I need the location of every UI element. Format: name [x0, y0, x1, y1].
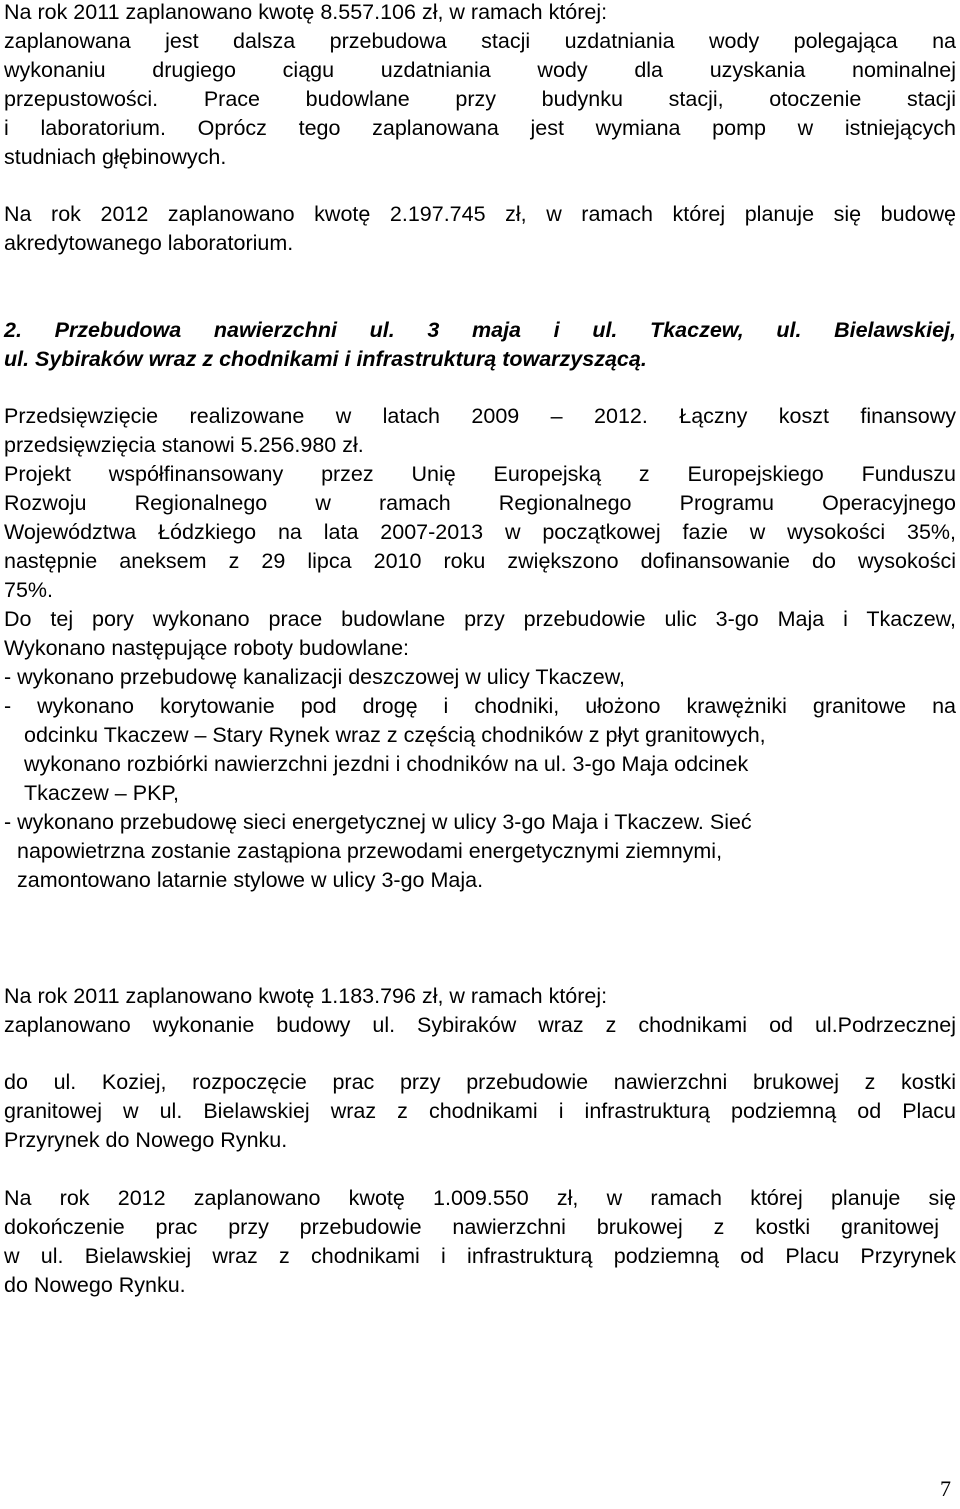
paragraph-line: Wykonano następujące roboty budowlane:: [4, 636, 409, 660]
paragraph-line: Rozwoju Regionalnego w ramach Regionalnego Programu Operacyjnego: [4, 491, 956, 515]
paragraph-line: Przyrynek do Nowego Rynku.: [4, 1128, 288, 1152]
paragraph-line: studniach głębinowych.: [4, 145, 227, 169]
paragraph-line: Do tej pory wykonano prace budowlane przy przebudowie ulic 3-go Maja i Tkaczew,: [4, 607, 956, 631]
list-item-continuation: Tkaczew – PKP,: [24, 781, 179, 805]
section-heading: 2. Przebudowa nawierzchni ul. 3 maja i ul. Tkaczew, ul. Bielawskiej,: [4, 318, 956, 342]
list-item: - wykonano przebudowę kanalizacji deszczowej w ulicy Tkaczew,: [4, 665, 626, 689]
paragraph-line: granitowej w ul. Bielawskiej wraz z chodnikami i infrastrukturą podziemną od Placu: [4, 1099, 956, 1123]
paragraph-line: zaplanowano wykonanie budowy ul. Sybiraków wraz z chodnikami od ul.Podrzecznej: [4, 1013, 956, 1037]
list-item-continuation: wykonano rozbiórki nawierzchni jezdni i chodników na ul. 3-go Maja odcinek: [24, 752, 749, 776]
list-item: - wykonano korytowanie pod drogę i chodniki, ułożono krawężniki granitowe na: [4, 694, 956, 718]
paragraph-line: Na rok 2012 zaplanowano kwotę 1.009.550 zł, w ramach której planuje się: [4, 1186, 956, 1210]
list-item-continuation: zamontowano latarnie stylowe w ulicy 3-go Maja.: [17, 868, 484, 892]
list-item-continuation: odcinku Tkaczew – Stary Rynek wraz z częścią chodników z płyt granitowych,: [24, 723, 766, 747]
paragraph-line: zaplanowana jest dalsza przebudowa stacji uzdatniania wody polegająca na: [4, 29, 956, 53]
paragraph-line: do Nowego Rynku.: [4, 1273, 186, 1297]
list-item: - wykonano przebudowę sieci energetycznej w ulicy 3-go Maja i Tkaczew. Sieć: [4, 810, 752, 834]
paragraph-line: Na rok 2011 zaplanowano kwotę 1.183.796 zł, w ramach której:: [4, 984, 608, 1008]
paragraph-line: przepustowości. Prace budowlane przy budynku stacji, otoczenie stacji: [4, 87, 956, 111]
paragraph-line: Województwa Łódzkiego na lata 2007-2013 w początkowej fazie w wysokości 35%,: [4, 520, 956, 544]
paragraph-line: Na rok 2012 zaplanowano kwotę 2.197.745 zł, w ramach której planuje się budowę: [4, 202, 956, 226]
paragraph-line: Projekt współfinansowany przez Unię Europejską z Europejskiego Funduszu: [4, 462, 956, 486]
page-number: 7: [940, 1476, 951, 1501]
paragraph-line: w ul. Bielawskiej wraz z chodnikami i infrastrukturą podziemną od Placu Przyrynek: [4, 1244, 956, 1268]
paragraph-line: do ul. Koziej, rozpoczęcie prac przy przebudowie nawierzchni brukowej z kostki: [4, 1070, 956, 1094]
paragraph-line: 75%.: [4, 578, 54, 602]
paragraph-line: Przedsięwzięcie realizowane w latach 2009 – 2012. Łączny koszt finansowy: [4, 404, 956, 428]
paragraph-line: Na rok 2011 zaplanowano kwotę 8.557.106 zł, w ramach której:: [4, 0, 608, 24]
paragraph-line: dokończenie prac przy przebudowie nawierzchni brukowej z kostki granitowej: [4, 1215, 939, 1239]
list-item-continuation: napowietrzna zostanie zastąpiona przewodami energetycznymi ziemnymi,: [17, 839, 723, 863]
section-heading: ul. Sybiraków wraz z chodnikami i infrastrukturą towarzyszącą.: [4, 347, 647, 371]
paragraph-line: wykonaniu drugiego ciągu uzdatniania wody dla uzyskania nominalnej: [4, 58, 956, 82]
paragraph-line: i laboratorium. Oprócz tego zaplanowana jest wymiana pomp w istniejących: [4, 116, 956, 140]
paragraph-line: następnie aneksem z 29 lipca 2010 roku zwiększono dofinansowanie do wysokości: [4, 549, 956, 573]
paragraph-line: przedsięwzięcia stanowi 5.256.980 zł.: [4, 433, 364, 457]
paragraph-line: akredytowanego laboratorium.: [4, 231, 294, 255]
